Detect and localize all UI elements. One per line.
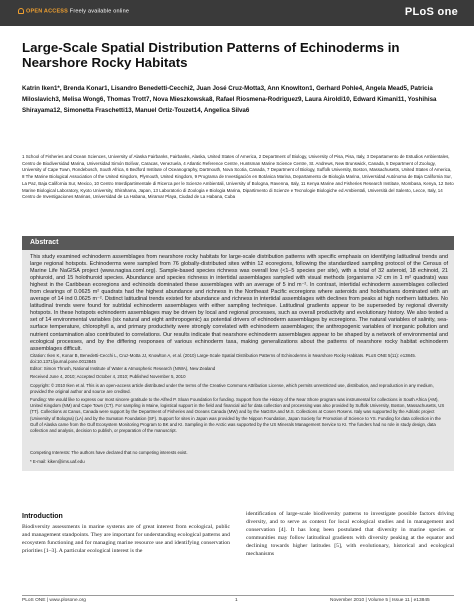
introduction-heading: Introduction bbox=[22, 513, 63, 520]
editor: Editor: Simon Thrush, National Institute of Water & Atmospheric Research (NIWA), New Zealand bbox=[30, 366, 216, 371]
funding: Funding: We would like to express our most sincere gratitude to the Alfred P. Sloan Foundation for funding. Support from the History of the Near Shore program was instrumental for collections in South Africa (AM), United Kingdom (NM) and Cape Town (CT). For sampling in Maine, logistical support in the field and financial aid for data collection and processing was also provided by Suffolk University, Boston, Massachusetts, US (TT). Collections at Canus, Canada were support by the Department of Fisheries and Oceans Canada (MW) and by the NaGISA and M.S. Collections at Cosen Rosens. Italy was supported by the Adriatic project (University of Bologna) (LA) and by the Sumaton Foundation (SF). Support for sites in Japan was provided by the Nippon Foundation, Japan Society for Promotion of Science to YS. Funding for data collection in the Gulf of Alaska came from the Gulf Ecosystem Monitoring Program to BK and KI. Sampling in the Arctic was supported by the US Minerals Management Service to KI. The funders had no role in study design, data collection and analysis, decision to publish, or preparation of the manuscript. bbox=[30, 397, 445, 434]
footer-issue: November 2010 | Volume 5 | Issue 11 | e13845 bbox=[330, 598, 430, 603]
author-list: Katrin Iken1*, Brenda Konar1, Lisandro Benedetti-Cecchi2, Juan José Cruz-Motta3, Ann Knowlton1, Gerhard Pohle4, Angela Mead5, Patricia Miloslavich3, Melisa Wong6, Thomas Trott7, Nova Mieszkowska8, Rafael Riosmena-Rodriguez9, Laura Airoldi10, Edward Kimani11, Yoshihisa Shirayama12, Simonetta Fraschetti13, Manuel Ortiz-Touzet14, Angelica Silva6 bbox=[22, 85, 437, 114]
abstract-heading: Abstract bbox=[22, 236, 454, 250]
copyright: Copyright: © 2010 Iken et al. This is an open-access article distributed under the terms of the Creative Commons Attribution License, which permits unrestricted use, distribution, and reproduction in any medium, provided the original author and source are credited. bbox=[30, 383, 434, 395]
affiliations: 1 School of Fisheries and Ocean Sciences, University of Alaska Fairbanks, Fairbanks, Alaska, United States of America, 2 Department of Biology, University of Pisa, Pisa, Italy, 3 Departamento de Estudios Ambientales, Centro de Biodiversidad Marina, Universidad Simón Bolívar, Caracas, Venezuela, 4 Atlantic Reference Centre, Huntsman Marine Science Centre, St. Andrews, New Brunswick, Canada, 5 Department of Zoology, University of Cape Town, Rondebosch, South Africa, 6 Bedford Institute of Oceanography, Dartmouth, Nova Scotia, Canada, 7 Department of Biology, Suffolk University, Boston, Massachusetts, United States of America, 8 The Marine Biological Association of the United Kingdom, Plymouth, United Kingdom, 9 Programa de Investigación en Botánica Marina, Departamento de Biología Marina, Universidad Autónoma de Baja California Sur, La Paz, Baja California Sur, Mexico, 10 Centro Interdipartimentale di Ricerca per le Scienze Ambientali, University of Bologna, Ravenna, Italy, 11 Kenya Marine and Fisheries Research Institute, Mombasa, Kenya, 12 Seto Marine Biological Laboratory, Kyoto University, Shirahama, Japan, 13 Laboratorio di Zoologia e Biologia Marina, Dipartimento di Scienze e Tecnologie Biologiche ed Ambientali, Università del Salento, Lecce, Italy, 14 Centro de Investigaciones Marinas, Universidad de La Habana, Miramar Playa, Ciudad de La Habana, Cuba bbox=[22, 154, 454, 200]
footer-divider bbox=[22, 595, 454, 596]
introduction-right-column: identification of large-scale biodiversity patterns to investigate possible factors driving diversity, and to serve as context for local ecological studies and in management and conservation [4]. It has long been postulated that diversity in marine species or communities may follow latitudinal gradients with diversity peaking at the equator and declining towards higher latitudes [5], with evolutionary, historical and ecological mechanisms bbox=[246, 511, 454, 558]
abstract-text: This study examined echinoderm assemblages from nearshore rocky habitats for large-scale distribution patterns with specific emphasis on identifying latitudinal trends and large regional hotspots. Echinoderms were sampled from 76 globally-distributed sites within 12 ecoregions, following the standardized sampling protocol of the Census of Marine Life NaGISA project (www.nagisa.coml.org). Sample-based species richness was overall low (<1–5 species per site), with a total of 32 asteroid, 18 echinoid, 21 ophiuroid, and 15 holothuroid species. Abundance and species richness in intertidal assemblages sampled with visual methods (organisms >2 cm in 1 m² quadrats) was highest in the Caribbean ecoregions and echinoids dominated these assemblages with an average of 5 ind m⁻². In contrast, intertidal echinoderm assemblages collected from clearings of 0.0625 m² quadrats had the highest abundance and richness in the Northeast Pacific ecoregions where asteroids and holothurians dominated with an average of 14 ind 0.0625 m⁻². Distinct latitudinal trends existed for abundance and richness in intertidal assemblages with declines from peaks at high northern latitudes. No latitudinal trends were found for subtidal echinoderm assemblages with either sampling technique. Latitudinal gradients appear to be superseded by regional diversity hotspots. In these hotspots echinoderm assemblages may be driven by local and regional processes, such as overall productivity and evolutionary history. We also tested a set of 14 environmental variables (six natural and eight anthropogenic) as potential drivers of echinoderm assemblages by ecoregions. The natural variables of salinity, sea-surface temperature, chlorophyll a, and primary productivity were strongly correlated with echinoderm assemblages; the anthropogenic variables of inorganic pollution and nutrient contamination also contributed to correlations. Our results indicate that nearshore echinoderm assemblages appear to be shaped by a network of environmental and ecological processes, and by the differing responses of various echinoderm taxa, making generalizations about the patterns of nearshore rocky habitat echinoderm assemblages difficult. bbox=[30, 254, 448, 352]
footer-journal[interactable]: PLoS ONE | www.plosone.org bbox=[22, 598, 86, 603]
freely-available-label: Freely available online bbox=[69, 8, 130, 15]
introduction-left-column: Biodiversity assessments in marine systems are of great interest from ecological, public and management standpoints. They are important for understanding ecological patterns and ecosystem functioning and for managing marine resource use and identifying conservation priorities [1–3]. A particular ecological interest is the bbox=[22, 524, 230, 555]
competing-interests: Competing Interests: The authors have declared that no competing interests exist. bbox=[30, 450, 188, 455]
journal-logo: PLoS one bbox=[404, 6, 458, 18]
email[interactable]: * E-mail: kiken@ims.uaf.edu bbox=[30, 459, 85, 464]
page-number: 1 bbox=[235, 598, 238, 603]
citation: Citation: Iken K, Konar B, Benedetti-Cecchi L, Cruz-Motta JJ, Knowlton A, et al. (2010) Large-Scale Spatial Distribution Patterns of Echinoderms in Nearshore Rocky Habitats. PLoS ONE 5(11): e13845. doi:10.1371/journal.pone.0013845 bbox=[30, 353, 416, 365]
open-access-badge: OPEN ACCESS Freely available online bbox=[18, 8, 129, 14]
lock-icon bbox=[18, 8, 24, 14]
received-dates: Received June 4, 2010; Accepted October 4, 2010; Published November 5, 2010 bbox=[30, 374, 186, 379]
journal-header-bar bbox=[0, 0, 474, 26]
paper-title: Large-Scale Spatial Distribution Patterns of Echinoderms in Nearshore Rocky Habitats bbox=[22, 40, 400, 70]
